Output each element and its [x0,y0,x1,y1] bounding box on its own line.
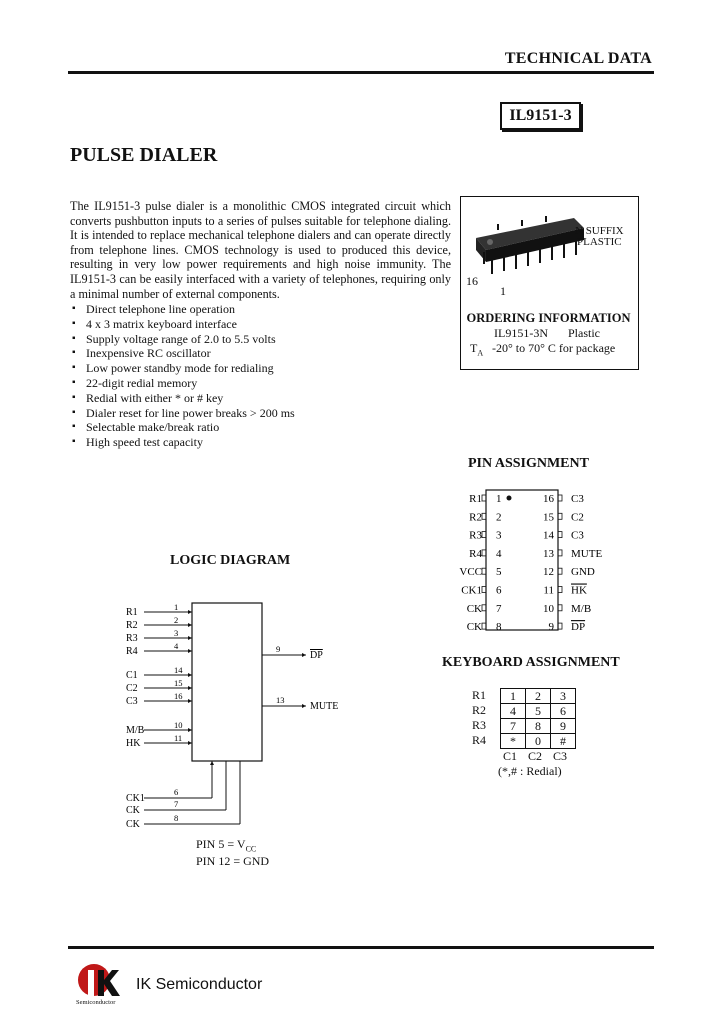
keyboard-note: (*,# : Redial) [498,764,562,778]
pin-stub [482,532,486,538]
input-label: C2 [126,683,138,694]
pin-stub [482,513,486,519]
key-hash: # [551,734,576,749]
pin-number-left: 6 [496,584,502,597]
arrow-head [188,636,192,640]
keyboard-rows: R1 R2 R3 R4 [472,688,487,747]
pin-number-left: 8 [496,621,502,634]
pin-number-left: 2 [496,511,502,524]
key-6: 6 [551,704,576,719]
clock-label: CK1 [126,793,145,804]
clock-pin: 7 [174,799,179,809]
arrow-head [188,741,192,745]
feature-item: ▪ Inexpensive RC oscillator [70,346,460,361]
pin-number-left: 1 [496,493,502,505]
output-label: MUTE [310,701,339,712]
svg-text:Semiconductor: Semiconductor [76,999,116,1006]
col-c1: C1 [503,749,518,763]
col-c2: C2 [528,749,543,763]
key-1: 1 [501,689,526,704]
package-suffix: N SUFFIX PLASTIC [575,225,624,248]
keyboard-row [501,719,576,734]
pin-number-right: 11 [543,584,554,597]
input-label: R2 [126,620,138,631]
keyboard-title: KEYBOARD ASSIGNMENT [442,655,620,670]
pin-stub [482,550,486,556]
feature-item: ▪ Redial with either * or # key [70,391,460,406]
input-label: R4 [126,646,138,657]
keyboard-row [501,734,576,749]
pin-number-right: 15 [543,511,554,524]
pin-stub [482,605,486,611]
input-pin: 11 [174,733,183,743]
key-5: 5 [526,704,551,719]
pin-stub [482,495,486,501]
input-pin: 14 [174,665,183,675]
pin-name-right: C3 [571,529,584,542]
output-pin: 13 [276,695,285,705]
output-label: DP [310,650,323,661]
pin-name-left: CK [466,602,482,615]
pin-assignment-title: PIN ASSIGNMENT [468,456,589,471]
arrow-head [188,673,192,677]
pin-stub [482,623,486,629]
pin-number-left: 4 [496,547,502,560]
key-0: 0 [526,734,551,749]
output-pin: 9 [276,644,281,654]
key-star: * [501,734,526,749]
keyboard-row [501,689,576,704]
arrow-head [188,623,192,627]
arrow-head [188,610,192,614]
arrow-head [188,728,192,732]
pin-name-right: MUTE [571,547,603,560]
input-pin: 2 [174,615,179,625]
arrow-head [302,704,306,708]
feature-item: ▪ 22-digit redial memory [70,376,460,391]
feature-item: ▪ Supply voltage range of 2.0 to 5.5 volts [70,332,460,347]
logic-diagram [110,595,370,835]
pin-name-left: VCC [459,566,482,579]
pin-number-right: 14 [543,529,554,542]
part-number: IL9151-3 [500,102,581,130]
input-label: C3 [126,696,138,707]
pin-name-left: CK1 [461,584,482,597]
feature-item: ▪ Selectable make/break ratio [70,420,460,435]
pin-number-left: 7 [496,602,502,615]
keyboard-row [501,704,576,719]
pin-name-left: CK [466,621,482,634]
footer-rule [68,946,654,949]
power-pins: PIN $5 = V_{CC}$ PIN 12 = GND [196,837,270,869]
pin-name-right: C3 [571,493,584,505]
pin-1-label: 1 [500,284,506,298]
pin-number-right: 12 [543,566,554,579]
feature-item: ▪ High speed test capacity [70,435,460,450]
feature-item: ▪ 4 x 3 matrix keyboard interface [70,317,460,332]
company-name: IK Semiconductor [136,976,263,993]
arrow-head [188,699,192,703]
pin-number-right: 16 [543,493,554,505]
pin-stub [482,568,486,574]
ta-label: $T_A$ [470,341,484,358]
ta-range: -20° to 70° C for package [492,341,616,355]
page-title: PULSE DIALER [70,144,218,166]
key-9: 9 [551,719,576,734]
arrow-head [188,686,192,690]
key-7: 7 [501,719,526,734]
input-label: C1 [126,670,138,681]
clock-label: CK [126,805,140,816]
key-8: 8 [526,719,551,734]
pin-name-left: R3 [469,529,482,542]
input-pin: 10 [174,720,183,730]
pin-number-left: 5 [496,566,502,579]
pin-number-right: 9 [548,621,554,634]
input-pin: 16 [174,691,183,701]
feature-item: ▪ Direct telephone line operation [70,302,460,317]
input-pin: 15 [174,678,183,688]
pin-name-right: HK [571,584,587,597]
col-c3: C3 [553,749,568,763]
feature-item: ▪ Dialer reset for line power breaks > 200 ms [70,406,460,421]
input-label: R1 [126,607,138,618]
input-label: HK [126,738,141,749]
clock-pin: 8 [174,813,179,823]
header-title: TECHNICAL DATA [504,50,652,67]
order-package: Plastic [568,326,600,340]
ik-logo-icon [74,962,134,1006]
pin-stub [482,587,486,593]
pin-name-right: C2 [571,511,584,524]
pin-name-left: R4 [469,547,482,560]
pin-name-left: R1 [469,493,482,505]
pin-number-right: 10 [543,602,554,615]
description: The IL9151-3 pulse dialer is a monolithic CMOS integrated circuit which converts pushbutton inputs to a series of pulses suitable for telephone dialing. It is intended to replace mechanical telephone dialers and can operate directly from telephone lines. CMOS technology is used to produced this device, resulting in very low power requirements and high noise immunity. The IL9151-3 can be easily interfaced with a variety of telephones, requiring only a minimal number of external components. [70,199,451,301]
feature-item: ▪ Low power standby mode for redialing [70,361,460,376]
order-part: IL9151-3N [494,326,548,340]
input-pin: 1 [174,602,179,612]
keyboard-table [500,688,576,749]
pin-name-left: R2 [469,511,482,524]
key-3: 3 [551,689,576,704]
input-label: R3 [126,633,138,644]
input-pin: 4 [174,641,179,651]
logic-title: LOGIC DIAGRAM [170,553,291,568]
arrow-head [302,653,306,657]
key-2: 2 [526,689,551,704]
input-pin: 3 [174,628,179,638]
pin-name-right: M/B [571,602,592,615]
key-4: 4 [501,704,526,719]
pin-diagram [440,486,620,636]
ordering-title: ORDERING INFORMATION [466,311,631,325]
input-label: M/B [126,725,145,736]
arrow-head [188,649,192,653]
pin-number-right: 13 [543,547,554,560]
clock-pin: 6 [174,787,179,797]
clock-label: CK [126,819,140,830]
pin-number-left: 3 [496,529,502,542]
feature-list [70,302,460,450]
pin-name-right: DP [571,621,586,634]
header-rule [68,71,654,74]
pin-16-label: 16 [466,274,478,288]
pin-name-right: GND [571,566,595,579]
